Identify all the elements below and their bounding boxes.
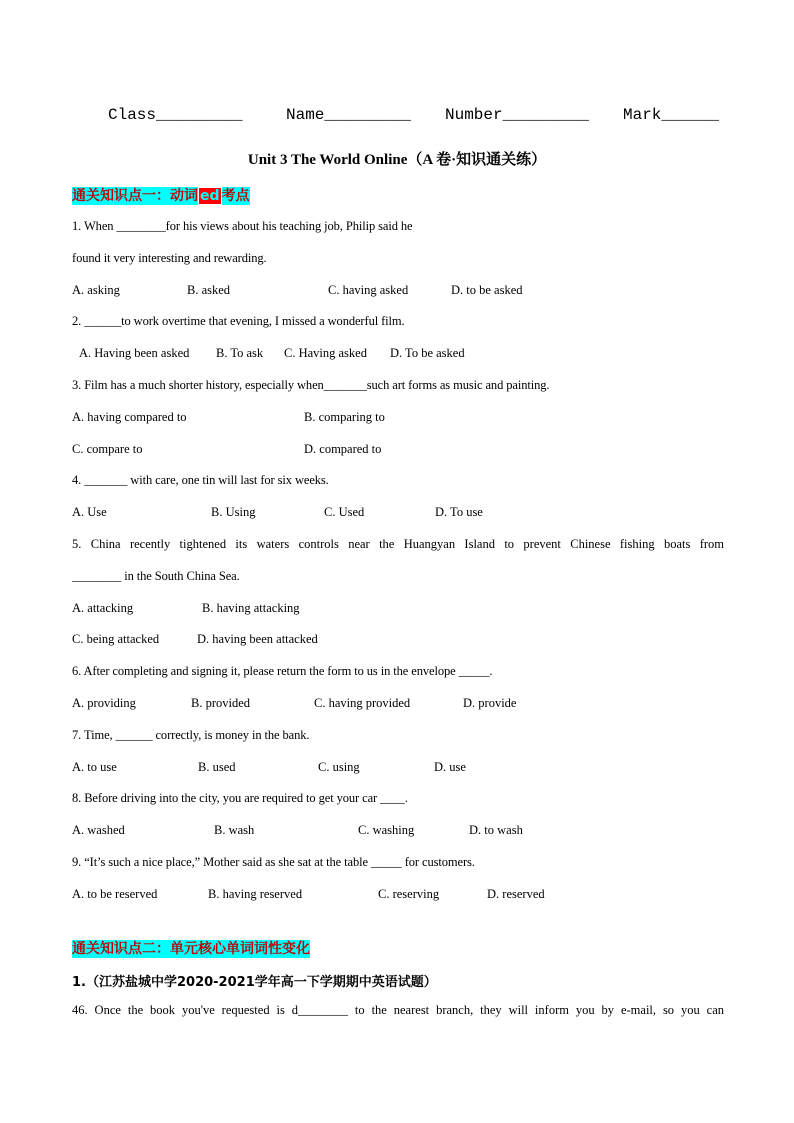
q3-option-b[interactable]: B. comparing to	[304, 410, 385, 424]
question-46-line-1: 46. Once the book you've requested is d________ to the nearest branch, they will inform you by e-mail, so you can	[72, 1003, 724, 1017]
question-1-line-2: found it very interesting and rewarding.	[72, 251, 267, 265]
q3-option-c[interactable]: C. compare to	[72, 442, 143, 456]
q5-option-a[interactable]: A. attacking	[72, 601, 134, 615]
q3-option-a[interactable]: A. having compared to	[72, 410, 187, 424]
q2-option-b[interactable]: B. To ask	[216, 346, 264, 360]
q5-option-c[interactable]: C. being attacked	[72, 632, 160, 646]
q1-option-a[interactable]: A. asking	[72, 283, 120, 297]
q5-option-d[interactable]: D. having been attacked	[197, 632, 318, 646]
section-1-label-end: 考点	[221, 188, 250, 204]
q1-option-c[interactable]: C. having asked	[328, 283, 409, 297]
question-9-line-1: 9. “It’s such a nice place,” Mother said as she sat at the table _____ for customers.	[72, 855, 475, 869]
q9-option-c[interactable]: C. reserving	[378, 887, 440, 901]
section-heading-1	[72, 185, 250, 205]
q4-option-c[interactable]: C. Used	[324, 505, 365, 519]
name-field[interactable]: Name_________	[286, 106, 411, 124]
q5-option-b[interactable]: B. having attacking	[202, 601, 300, 615]
q2-option-a[interactable]: A. Having been asked	[79, 346, 190, 360]
section-2-label: 通关知识点二：单元核心单词词性变化	[72, 941, 310, 957]
q7-option-a[interactable]: A. to use	[72, 760, 117, 774]
section-1-label: 通关知识点一：动词	[72, 188, 198, 204]
question-4-line-1: 4. _______ with care, one tin will last for six weeks.	[72, 473, 329, 487]
q1-option-b[interactable]: B. asked	[187, 283, 231, 297]
section-1-tag: ed	[200, 188, 220, 204]
q9-option-d[interactable]: D. reserved	[487, 887, 545, 901]
q1-option-d[interactable]: D. to be asked	[451, 283, 523, 297]
q8-option-d[interactable]: D. to wash	[469, 823, 523, 837]
question-5-line-1: 5. China recently tightened its waters controls near the Huangyan Island to prevent Chinese fishing boats from	[72, 537, 724, 551]
source-note: 1.（江苏盐城中学2020-2021学年高一下学期期中英语试题）	[72, 975, 437, 990]
q7-option-c[interactable]: C. using	[318, 760, 360, 774]
q8-option-b[interactable]: B. wash	[214, 823, 255, 837]
question-7-line-1: 7. Time, ______ correctly, is money in the bank.	[72, 728, 310, 742]
q4-option-d[interactable]: D. To use	[435, 505, 483, 519]
q4-option-a[interactable]: A. Use	[72, 505, 107, 519]
q6-option-a[interactable]: A. providing	[72, 696, 136, 710]
q6-option-c[interactable]: C. having provided	[314, 696, 411, 710]
section-heading-2	[72, 938, 310, 958]
page-title: Unit 3 The World Online（A 卷·知识通关练）	[247, 152, 547, 168]
q9-option-b[interactable]: B. having reserved	[208, 887, 303, 901]
class-field[interactable]: Class_________	[108, 106, 243, 124]
question-6-line-1: 6. After completing and signing it, please return the form to us in the envelope _____.	[72, 664, 493, 678]
q2-option-d[interactable]: D. To be asked	[390, 346, 465, 360]
q6-option-d[interactable]: D. provide	[463, 696, 517, 710]
q7-option-b[interactable]: B. used	[198, 760, 236, 774]
q7-option-d[interactable]: D. use	[434, 760, 466, 774]
question-2-line-1: 2. ______to work overtime that evening, I missed a wonderful film.	[72, 314, 405, 328]
q3-option-d[interactable]: D. compared to	[304, 442, 382, 456]
q2-option-c[interactable]: C. Having asked	[284, 346, 367, 360]
question-5-line-2: ________ in the South China Sea.	[72, 569, 240, 583]
question-8-line-1: 8. Before driving into the city, you are required to get your car ____.	[72, 791, 408, 805]
q6-option-b[interactable]: B. provided	[191, 696, 251, 710]
q4-option-b[interactable]: B. Using	[211, 505, 256, 519]
number-field[interactable]: Number_________	[445, 106, 590, 124]
question-3-line-1: 3. Film has a much shorter history, especially when_______such art forms as music and painting.	[72, 378, 550, 392]
mark-field[interactable]: Mark______	[623, 106, 720, 124]
q8-option-c[interactable]: C. washing	[358, 823, 415, 837]
q8-option-a[interactable]: A. washed	[72, 823, 125, 837]
question-1-line-1: 1. When ________for his views about his teaching job, Philip said he	[72, 219, 413, 233]
q9-option-a[interactable]: A. to be reserved	[72, 887, 158, 901]
